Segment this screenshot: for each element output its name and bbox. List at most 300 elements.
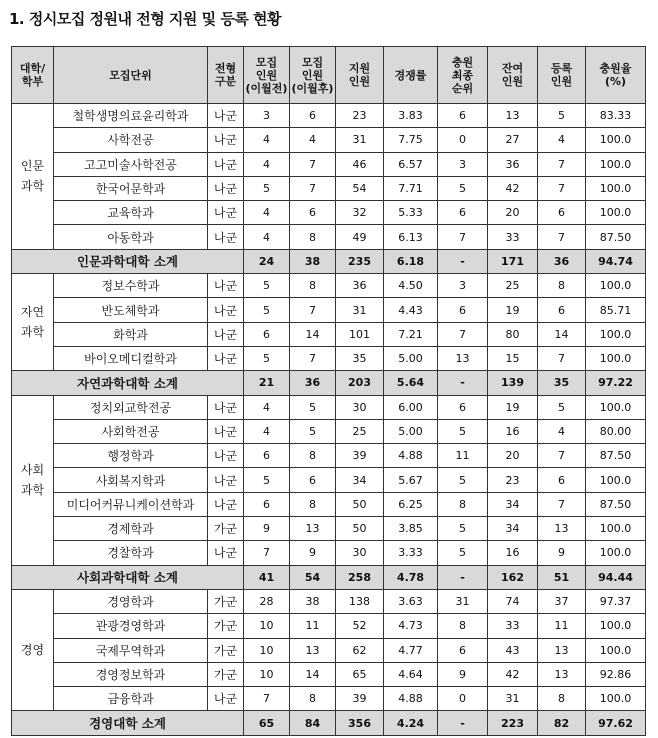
- final-rank-cell: 11: [438, 444, 488, 468]
- kind-cell: 나군: [208, 395, 244, 419]
- subtotal-ratio: 6.18: [384, 249, 438, 273]
- ratio-cell: 7.21: [384, 322, 438, 346]
- cap-initial-cell: 5: [244, 176, 290, 200]
- fill-rate-cell: 100.0: [586, 176, 646, 200]
- final-rank-cell: 6: [438, 395, 488, 419]
- header-line: (%): [604, 75, 627, 88]
- cap-initial-cell: 28: [244, 589, 290, 613]
- ratio-cell: 4.50: [384, 274, 438, 298]
- header-line: 모집: [255, 55, 278, 69]
- ratio-cell: 3.83: [384, 104, 438, 128]
- college-cell: [12, 274, 54, 371]
- remaining-cell: 74: [488, 589, 538, 613]
- cap-initial-cell: 5: [244, 346, 290, 370]
- final-rank-cell: 7: [438, 322, 488, 346]
- header-line: 경쟁률: [394, 68, 427, 82]
- col-cap-after: [290, 47, 336, 104]
- remaining-cell: 31: [488, 687, 538, 711]
- col-fill-rate: [586, 47, 646, 104]
- subtotal-applicants: 203: [336, 371, 384, 395]
- subtotal-fill-rate: 94.44: [586, 565, 646, 589]
- subtotal-fill-rate: 97.62: [586, 711, 646, 735]
- final-rank-cell: 31: [438, 589, 488, 613]
- applicants-cell: 50: [336, 517, 384, 541]
- registered-cell: 8: [538, 274, 586, 298]
- header-line: 인원: [550, 75, 573, 88]
- header-row: [12, 47, 646, 104]
- applicants-cell: 23: [336, 104, 384, 128]
- table-row: [12, 152, 646, 176]
- fill-rate-cell: 100.0: [586, 322, 646, 346]
- unit-cell: 경영정보학과: [54, 662, 208, 686]
- table-row: [12, 662, 646, 686]
- remaining-cell: 19: [488, 395, 538, 419]
- subtotal-remaining: 223: [488, 711, 538, 735]
- ratio-cell: 6.13: [384, 225, 438, 249]
- fill-rate-cell: 85.71: [586, 298, 646, 322]
- unit-cell: 금융학과: [54, 687, 208, 711]
- remaining-cell: 25: [488, 274, 538, 298]
- fill-rate-cell: 87.50: [586, 444, 646, 468]
- subtotal-label: 경영대학 소계: [12, 711, 244, 735]
- cap-after-cell: 13: [290, 517, 336, 541]
- applicants-cell: 52: [336, 614, 384, 638]
- cap-after-cell: 4: [290, 128, 336, 152]
- table-row: [12, 638, 646, 662]
- col-kind: [208, 47, 244, 104]
- subtotal-cap-after: 36: [290, 371, 336, 395]
- registered-cell: 13: [538, 662, 586, 686]
- applicants-cell: 49: [336, 225, 384, 249]
- subtotal-row: [12, 565, 646, 589]
- college-label: 경영: [20, 643, 45, 658]
- cap-after-cell: 8: [290, 492, 336, 516]
- cap-initial-cell: 10: [244, 614, 290, 638]
- applicants-cell: 50: [336, 492, 384, 516]
- kind-cell: 나군: [208, 322, 244, 346]
- fill-rate-cell: 87.50: [586, 492, 646, 516]
- ratio-cell: 4.64: [384, 662, 438, 686]
- fill-rate-cell: 100.0: [586, 541, 646, 565]
- final-rank-cell: 8: [438, 492, 488, 516]
- subtotal-fill-rate: 94.74: [586, 249, 646, 273]
- ratio-cell: 6.00: [384, 395, 438, 419]
- col-applicants: [336, 47, 384, 104]
- remaining-cell: 42: [488, 176, 538, 200]
- fill-rate-cell: 100.0: [586, 614, 646, 638]
- fill-rate-cell: 97.37: [586, 589, 646, 613]
- subtotal-cap-after: 38: [290, 249, 336, 273]
- ratio-cell: 4.43: [384, 298, 438, 322]
- cap-initial-cell: 4: [244, 152, 290, 176]
- table-row: [12, 614, 646, 638]
- remaining-cell: 33: [488, 614, 538, 638]
- header-line: (이월전): [245, 81, 288, 95]
- cap-initial-cell: 5: [244, 274, 290, 298]
- ratio-cell: 4.88: [384, 444, 438, 468]
- subtotal-cap-initial: 65: [244, 711, 290, 735]
- col-cap-initial: [244, 47, 290, 104]
- registered-cell: 13: [538, 638, 586, 662]
- col-unit: [54, 47, 208, 104]
- cap-after-cell: 8: [290, 444, 336, 468]
- subtotal-cap-initial: 24: [244, 249, 290, 273]
- header-line: 인원: [501, 75, 524, 88]
- kind-cell: 나군: [208, 225, 244, 249]
- registered-cell: 7: [538, 152, 586, 176]
- header-line: 잔여: [501, 62, 524, 75]
- unit-cell: 국제무역학과: [54, 638, 208, 662]
- college-label: 과학: [20, 325, 45, 340]
- subtotal-applicants: 356: [336, 711, 384, 735]
- subtotal-registered: 51: [538, 565, 586, 589]
- applicants-cell: 62: [336, 638, 384, 662]
- registered-cell: 7: [538, 176, 586, 200]
- subtotal-cap-after: 84: [290, 711, 336, 735]
- subtotal-remaining: 162: [488, 565, 538, 589]
- applicants-cell: 46: [336, 152, 384, 176]
- final-rank-cell: 6: [438, 638, 488, 662]
- header-line: 인원: [348, 75, 371, 88]
- cap-initial-cell: 5: [244, 298, 290, 322]
- kind-cell: 나군: [208, 687, 244, 711]
- table-row: [12, 225, 646, 249]
- col-remaining: [488, 47, 538, 104]
- applicants-cell: 54: [336, 176, 384, 200]
- subtotal-final-rank: -: [438, 249, 488, 273]
- kind-cell: 나군: [208, 492, 244, 516]
- final-rank-cell: 0: [438, 687, 488, 711]
- cap-after-cell: 7: [290, 298, 336, 322]
- subtotal-final-rank: -: [438, 711, 488, 735]
- subtotal-remaining: 139: [488, 371, 538, 395]
- header-line: 대학/: [19, 62, 46, 75]
- ratio-cell: 3.63: [384, 589, 438, 613]
- remaining-cell: 16: [488, 541, 538, 565]
- header-line: (이월후): [291, 81, 334, 95]
- kind-cell: 가군: [208, 517, 244, 541]
- unit-cell: 화학과: [54, 322, 208, 346]
- kind-cell: 나군: [208, 346, 244, 370]
- header-line: 등록: [550, 62, 573, 75]
- remaining-cell: 19: [488, 298, 538, 322]
- final-rank-cell: 13: [438, 346, 488, 370]
- applicants-cell: 30: [336, 541, 384, 565]
- fill-rate-cell: 87.50: [586, 225, 646, 249]
- unit-cell: 한국어문학과: [54, 176, 208, 200]
- kind-cell: 나군: [208, 468, 244, 492]
- registered-cell: 4: [538, 419, 586, 443]
- subtotal-cap-after: 54: [290, 565, 336, 589]
- applicants-cell: 25: [336, 419, 384, 443]
- header-line: 인원: [301, 68, 324, 82]
- remaining-cell: 34: [488, 492, 538, 516]
- fill-rate-cell: 100.0: [586, 274, 646, 298]
- subtotal-row: [12, 249, 646, 273]
- kind-cell: 나군: [208, 128, 244, 152]
- unit-cell: 경영학과: [54, 589, 208, 613]
- table-body: [12, 104, 646, 736]
- remaining-cell: 33: [488, 225, 538, 249]
- cap-initial-cell: 4: [244, 225, 290, 249]
- registered-cell: 11: [538, 614, 586, 638]
- college-cell: [12, 104, 54, 250]
- subtotal-cap-initial: 41: [244, 565, 290, 589]
- unit-cell: 경제학과: [54, 517, 208, 541]
- table-row: [12, 419, 646, 443]
- fill-rate-cell: 100.0: [586, 468, 646, 492]
- subtotal-row: [12, 371, 646, 395]
- final-rank-cell: 5: [438, 541, 488, 565]
- cap-after-cell: 7: [290, 176, 336, 200]
- kind-cell: 가군: [208, 662, 244, 686]
- applicants-cell: 138: [336, 589, 384, 613]
- remaining-cell: 34: [488, 517, 538, 541]
- kind-cell: 가군: [208, 589, 244, 613]
- cap-initial-cell: 5: [244, 468, 290, 492]
- final-rank-cell: 5: [438, 419, 488, 443]
- remaining-cell: 15: [488, 346, 538, 370]
- cap-initial-cell: 6: [244, 444, 290, 468]
- subtotal-row: [12, 711, 646, 735]
- registered-cell: 7: [538, 225, 586, 249]
- table-row: [12, 346, 646, 370]
- cap-initial-cell: 6: [244, 492, 290, 516]
- unit-cell: 반도체학과: [54, 298, 208, 322]
- subtotal-registered: 82: [538, 711, 586, 735]
- ratio-cell: 3.33: [384, 541, 438, 565]
- ratio-cell: 5.33: [384, 201, 438, 225]
- subtotal-fill-rate: 97.22: [586, 371, 646, 395]
- subtotal-label: 사회과학대학 소계: [12, 565, 244, 589]
- unit-cell: 경찰학과: [54, 541, 208, 565]
- cap-after-cell: 13: [290, 638, 336, 662]
- cap-after-cell: 5: [290, 395, 336, 419]
- final-rank-cell: 7: [438, 225, 488, 249]
- kind-cell: 나군: [208, 152, 244, 176]
- registered-cell: 13: [538, 517, 586, 541]
- subtotal-ratio: 4.78: [384, 565, 438, 589]
- applicants-cell: 35: [336, 346, 384, 370]
- remaining-cell: 13: [488, 104, 538, 128]
- col-registered: [538, 47, 586, 104]
- final-rank-cell: 9: [438, 662, 488, 686]
- cap-after-cell: 5: [290, 419, 336, 443]
- registered-cell: 8: [538, 687, 586, 711]
- unit-cell: 정치외교학전공: [54, 395, 208, 419]
- table-row: [12, 468, 646, 492]
- table-row: [12, 322, 646, 346]
- kind-cell: 나군: [208, 176, 244, 200]
- registered-cell: 9: [538, 541, 586, 565]
- applicants-cell: 39: [336, 687, 384, 711]
- subtotal-registered: 36: [538, 249, 586, 273]
- remaining-cell: 36: [488, 152, 538, 176]
- fill-rate-cell: 100.0: [586, 687, 646, 711]
- registered-cell: 6: [538, 201, 586, 225]
- registered-cell: 7: [538, 444, 586, 468]
- kind-cell: 나군: [208, 274, 244, 298]
- header-line: 모집: [301, 55, 324, 69]
- cap-after-cell: 9: [290, 541, 336, 565]
- col-final-rank: [438, 47, 488, 104]
- fill-rate-cell: 100.0: [586, 517, 646, 541]
- final-rank-cell: 8: [438, 614, 488, 638]
- cap-initial-cell: 4: [244, 419, 290, 443]
- college-label: 과학: [20, 179, 45, 194]
- cap-initial-cell: 6: [244, 322, 290, 346]
- kind-cell: 가군: [208, 638, 244, 662]
- registered-cell: 14: [538, 322, 586, 346]
- table-row: [12, 104, 646, 128]
- table-row: [12, 201, 646, 225]
- college-label: 자연: [20, 305, 45, 320]
- header-line: 인원: [255, 68, 278, 82]
- table-row: [12, 176, 646, 200]
- fill-rate-cell: 100.0: [586, 395, 646, 419]
- registered-cell: 37: [538, 589, 586, 613]
- kind-cell: 나군: [208, 444, 244, 468]
- cap-after-cell: 14: [290, 322, 336, 346]
- kind-cell: 나군: [208, 541, 244, 565]
- table-row: [12, 541, 646, 565]
- final-rank-cell: 3: [438, 274, 488, 298]
- cap-initial-cell: 7: [244, 687, 290, 711]
- unit-cell: 아동학과: [54, 225, 208, 249]
- subtotal-ratio: 5.64: [384, 371, 438, 395]
- fill-rate-cell: 92.86: [586, 662, 646, 686]
- registered-cell: 5: [538, 395, 586, 419]
- table-row: [12, 128, 646, 152]
- final-rank-cell: 6: [438, 201, 488, 225]
- unit-cell: 바이오메디컬학과: [54, 346, 208, 370]
- unit-cell: 행정학과: [54, 444, 208, 468]
- fill-rate-cell: 80.00: [586, 419, 646, 443]
- page-title: 1. 정시모집 정원내 전형 지원 및 등록 현황: [9, 10, 282, 28]
- ratio-cell: 4.88: [384, 687, 438, 711]
- ratio-cell: 5.00: [384, 346, 438, 370]
- fill-rate-cell: 100.0: [586, 128, 646, 152]
- table-row: [12, 395, 646, 419]
- unit-cell: 정보수학과: [54, 274, 208, 298]
- cap-initial-cell: 3: [244, 104, 290, 128]
- subtotal-remaining: 171: [488, 249, 538, 273]
- remaining-cell: 43: [488, 638, 538, 662]
- registered-cell: 4: [538, 128, 586, 152]
- col-college: [12, 47, 54, 104]
- kind-cell: 나군: [208, 298, 244, 322]
- cap-after-cell: 38: [290, 589, 336, 613]
- table-row: [12, 492, 646, 516]
- kind-cell: 가군: [208, 614, 244, 638]
- kind-cell: 나군: [208, 104, 244, 128]
- remaining-cell: 80: [488, 322, 538, 346]
- unit-cell: 미디어커뮤니케이션학과: [54, 492, 208, 516]
- ratio-cell: 7.71: [384, 176, 438, 200]
- applicants-cell: 34: [336, 468, 384, 492]
- header-line: 모집단위: [109, 68, 152, 82]
- ratio-cell: 4.73: [384, 614, 438, 638]
- subtotal-ratio: 4.24: [384, 711, 438, 735]
- subtotal-final-rank: -: [438, 565, 488, 589]
- table-row: [12, 589, 646, 613]
- header-line: 순위: [451, 81, 474, 95]
- fill-rate-cell: 100.0: [586, 638, 646, 662]
- header-line: 충원: [451, 55, 474, 69]
- ratio-cell: 6.25: [384, 492, 438, 516]
- table-row: [12, 687, 646, 711]
- final-rank-cell: 5: [438, 468, 488, 492]
- subtotal-applicants: 258: [336, 565, 384, 589]
- subtotal-final-rank: -: [438, 371, 488, 395]
- ratio-cell: 5.67: [384, 468, 438, 492]
- subtotal-applicants: 235: [336, 249, 384, 273]
- unit-cell: 철학생명의료윤리학과: [54, 104, 208, 128]
- college-label: 인문: [20, 159, 45, 174]
- cap-initial-cell: 10: [244, 662, 290, 686]
- remaining-cell: 27: [488, 128, 538, 152]
- ratio-cell: 6.57: [384, 152, 438, 176]
- kind-cell: 나군: [208, 201, 244, 225]
- cap-after-cell: 14: [290, 662, 336, 686]
- header-line: 최종: [451, 68, 474, 82]
- final-rank-cell: 0: [438, 128, 488, 152]
- unit-cell: 사학전공: [54, 128, 208, 152]
- col-ratio: [384, 47, 438, 104]
- final-rank-cell: 5: [438, 176, 488, 200]
- unit-cell: 사회복지학과: [54, 468, 208, 492]
- applicants-cell: 39: [336, 444, 384, 468]
- college-label: 과학: [20, 483, 45, 498]
- ratio-cell: 3.85: [384, 517, 438, 541]
- ratio-cell: 4.77: [384, 638, 438, 662]
- ratio-cell: 5.00: [384, 419, 438, 443]
- header-line: 전형: [214, 62, 237, 75]
- registered-cell: 6: [538, 298, 586, 322]
- unit-cell: 관광경영학과: [54, 614, 208, 638]
- final-rank-cell: 5: [438, 517, 488, 541]
- registered-cell: 6: [538, 468, 586, 492]
- header-line: 충원율: [599, 62, 632, 75]
- remaining-cell: 16: [488, 419, 538, 443]
- applicants-cell: 32: [336, 201, 384, 225]
- subtotal-registered: 35: [538, 371, 586, 395]
- fill-rate-cell: 100.0: [586, 346, 646, 370]
- final-rank-cell: 6: [438, 298, 488, 322]
- applicants-cell: 31: [336, 128, 384, 152]
- cap-after-cell: 6: [290, 468, 336, 492]
- unit-cell: 사회학전공: [54, 419, 208, 443]
- applicants-cell: 30: [336, 395, 384, 419]
- cap-after-cell: 6: [290, 201, 336, 225]
- registered-cell: 7: [538, 492, 586, 516]
- applicants-cell: 65: [336, 662, 384, 686]
- registered-cell: 5: [538, 104, 586, 128]
- subtotal-cap-initial: 21: [244, 371, 290, 395]
- cap-after-cell: 11: [290, 614, 336, 638]
- registered-cell: 7: [538, 346, 586, 370]
- ratio-cell: 7.75: [384, 128, 438, 152]
- college-label: 사회: [20, 463, 45, 478]
- admission-table: [11, 46, 646, 736]
- subtotal-label: 인문과학대학 소계: [12, 249, 244, 273]
- cap-after-cell: 8: [290, 687, 336, 711]
- cap-initial-cell: 4: [244, 201, 290, 225]
- cap-initial-cell: 7: [244, 541, 290, 565]
- header-line: 학부: [21, 75, 44, 88]
- remaining-cell: 20: [488, 201, 538, 225]
- remaining-cell: 20: [488, 444, 538, 468]
